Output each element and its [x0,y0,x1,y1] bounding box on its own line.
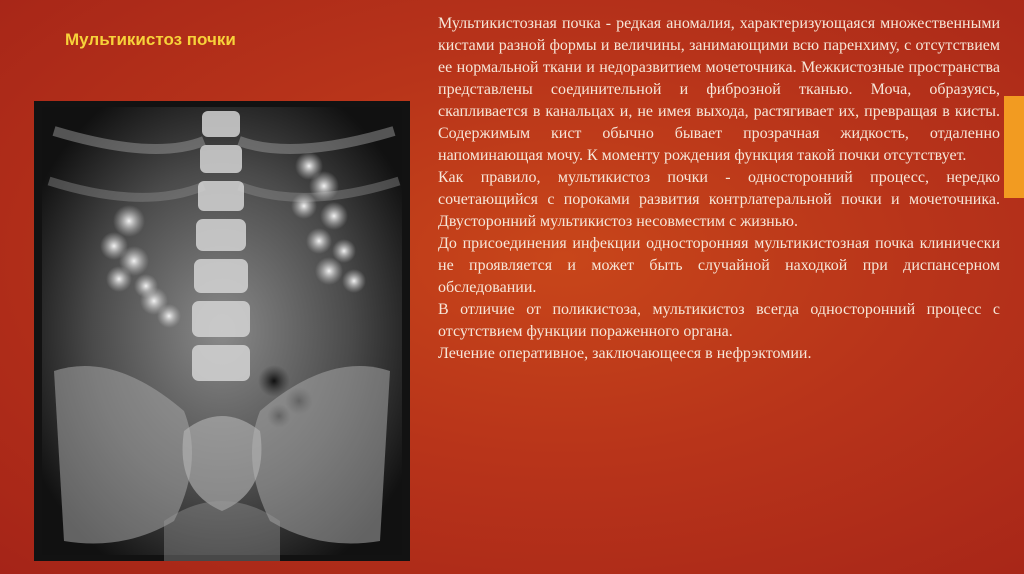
paragraph: Лечение оперативное, заключающееся в нефрэктомии. [438,345,812,362]
xray-image [34,101,410,561]
paragraph: В отличие от поликистоза, мультикистоз всегда односторонний процесс с отсутствием функции пораженного органа. [438,301,1000,340]
xray-graphic [34,101,410,561]
paragraph: Как правило, мультикистоз почки - односторонний процесс, нередко сочетающийся с пороками развития контрлатеральной почки и мочеточника. Двусторонний мультикистоз несовместим с жизнью. [438,169,1000,230]
slide-title: Мультикистоз почки [65,30,236,49]
slide-body [438,13,1000,365]
accent-bar [1004,96,1024,198]
paragraph: До присоединения инфекции односторонняя мультикистозная почка клинически не проявляется и может быть случайной находкой при диспансерном обследовании. [438,235,1000,296]
paragraph: Мультикистозная почка - редкая аномалия, характеризующаяся множественными кистами разной формы и величины, занимающими всю паренхиму, с отсутствием ее нормальной ткани и недоразвитием мочеточника. Межкистозные пространства представлены соединительной и фиброзной тканью. Моча, образуясь, скапливается в канальцах и, не имея выхода, растягивает их, превращая в кисты. Содержимым кист обычно бывает прозрачная жидкость, отдаленно напоминающая мочу. К моменту рождения функция такой почки отсутствует. [438,15,1000,164]
